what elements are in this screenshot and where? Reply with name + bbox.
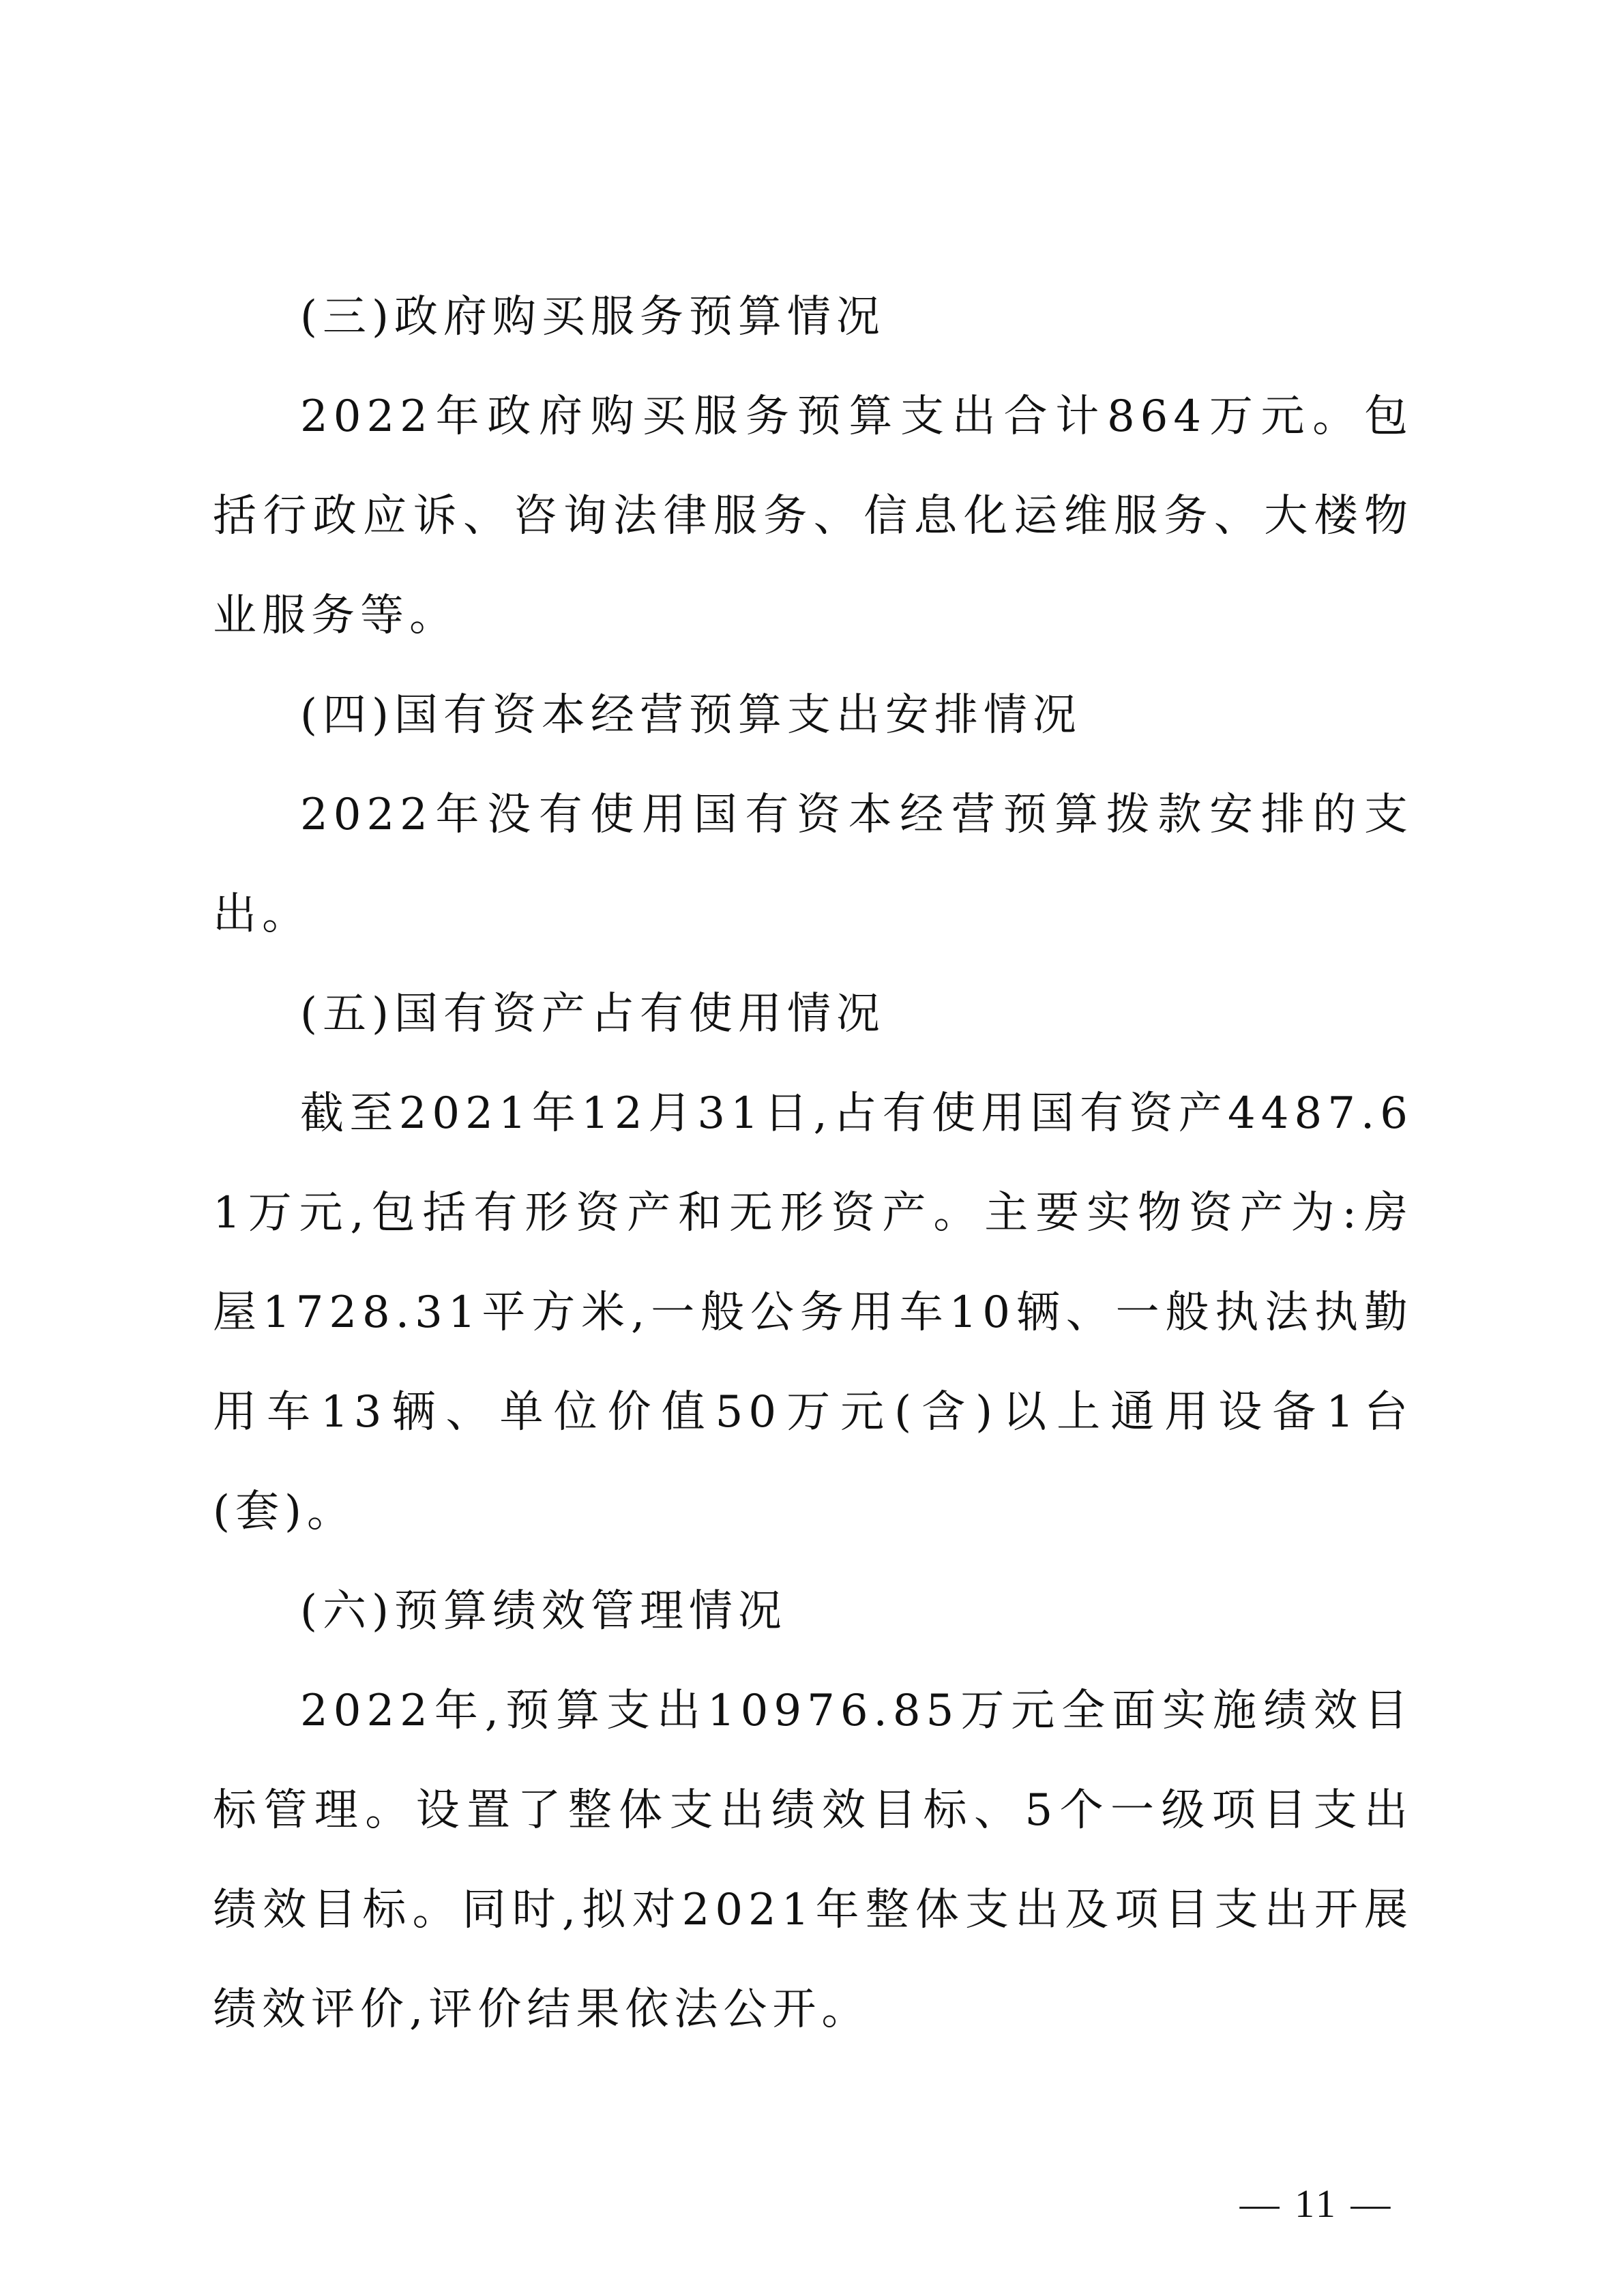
page-number: — 11 — (1239, 2181, 1393, 2226)
section-body-performance-management: 2022年,预算支出10976.85万元全面实施绩效目标管理。设置了整体支出绩效目标、5个一级项目支出绩效目标。同时,拟对2021年整体支出及项目支出开展绩效评价,评价结果依法公开。 (213, 1686, 1413, 2035)
section-heading-performance-management: (六)预算绩效管理情况 (300, 1586, 787, 1637)
section-body-state-capital-budget: 2022年没有使用国有资本经营预算拨款安排的支出。 (213, 790, 1413, 940)
section-body-government-procurement: 2022年政府购买服务预算支出合计864万元。包括行政应诉、咨询法律服务、信息化运维服务、大楼物业服务等。 (213, 391, 1413, 641)
section-heading-state-capital-budget: (四)国有资本经营预算支出安排情况 (300, 690, 1082, 741)
section-body-state-assets: 截至2021年12月31日,占有使用国有资产4487.61万元,包括有形资产和无形资产。主要实物资产为:房屋1728.31平方米,一般公务用车10辆、一般执法执勤用车13辆、单位价值50万元(含)以上通用设备1台(套)。 (213, 1088, 1413, 1537)
section-heading-state-assets: (五)国有资产占有使用情况 (300, 989, 885, 1039)
document-body (213, 267, 1413, 2059)
section-heading-government-procurement: (三)政府购买服务预算情况 (300, 292, 885, 342)
